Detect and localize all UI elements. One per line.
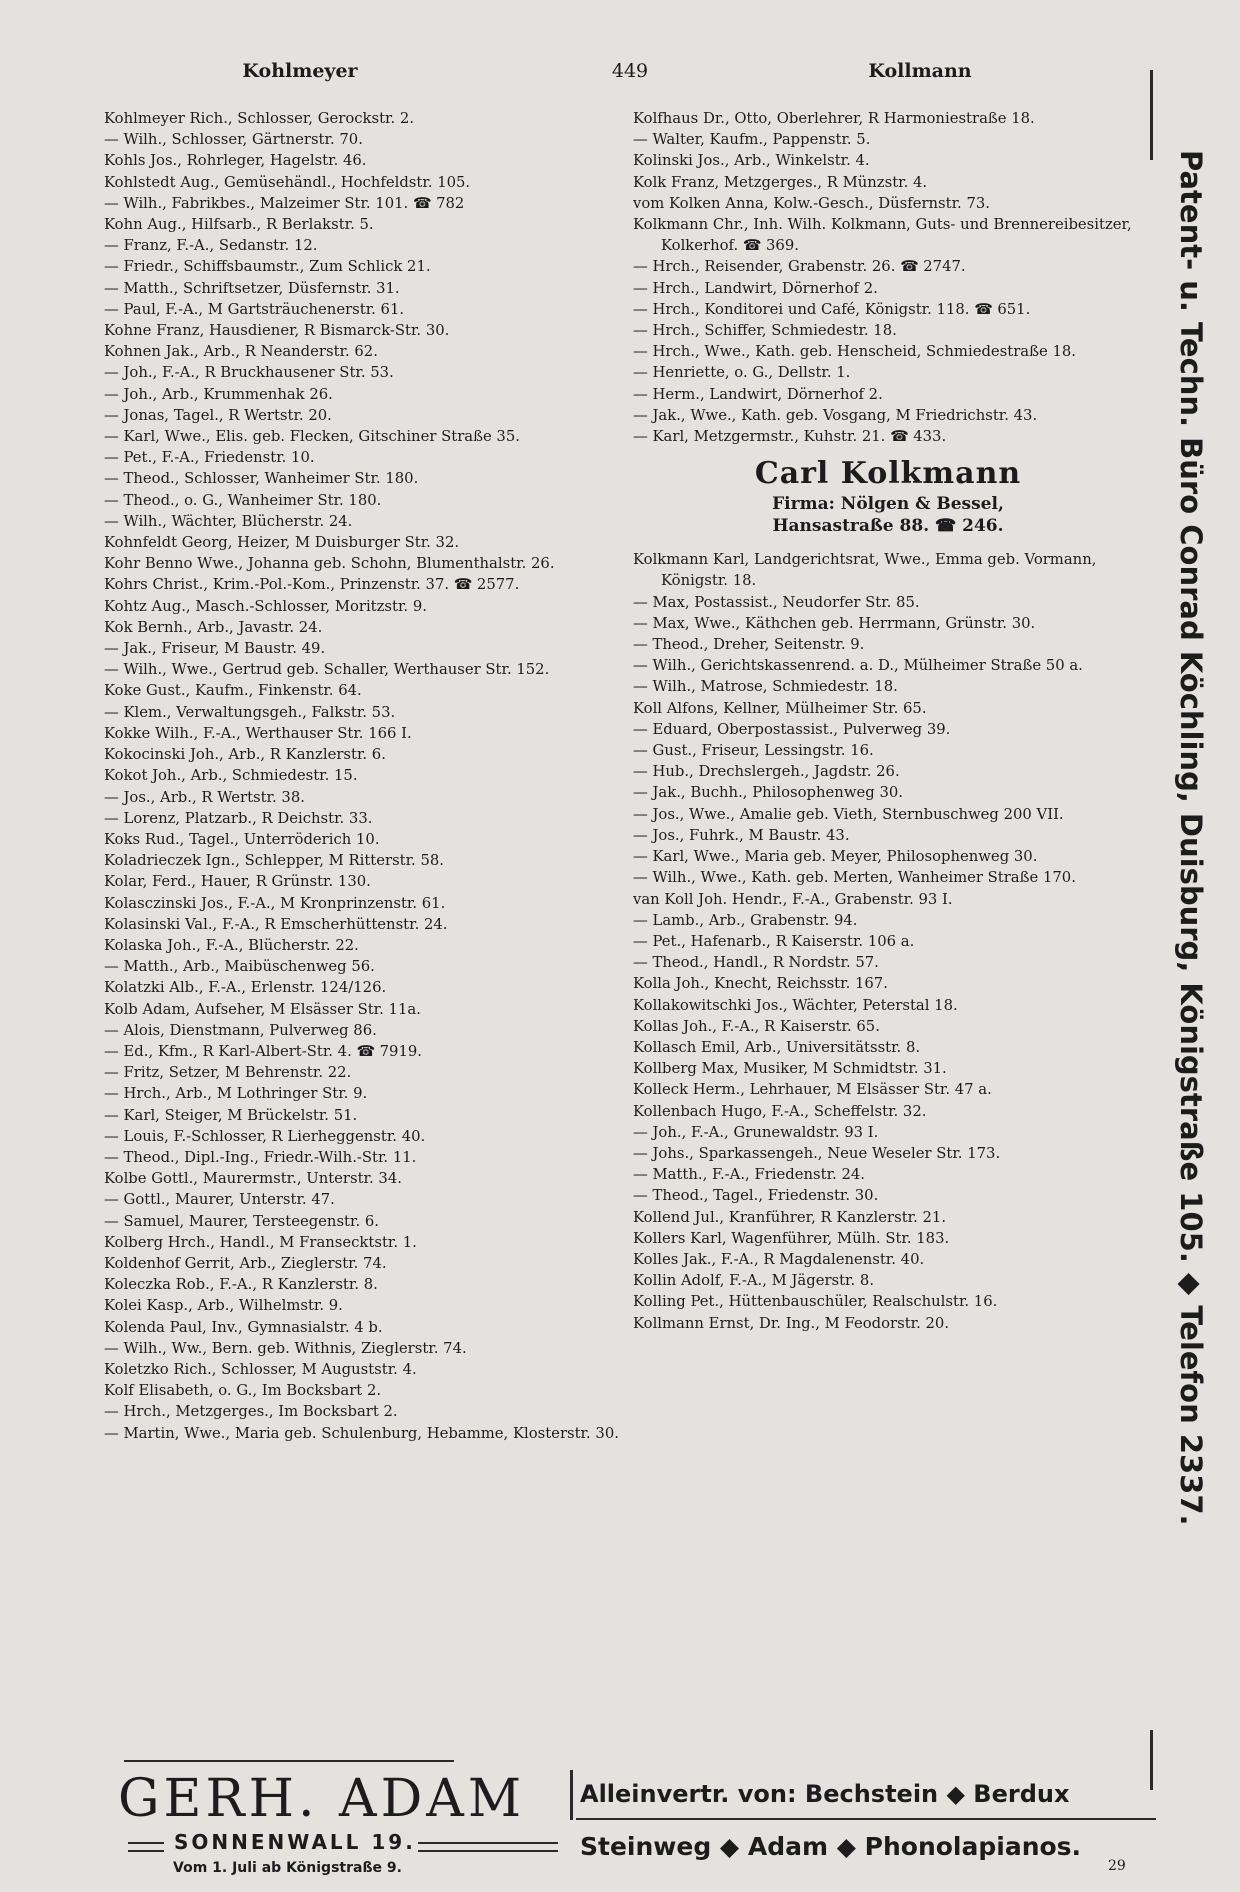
directory-entry: Kolla Joh., Knecht, Reichsstr. 167. [633, 975, 888, 993]
directory-entry: — Jonas, Tagel., R Wertstr. 20. [104, 406, 332, 424]
directory-entry: — Hub., Drechslergeh., Jagdstr. 26. [633, 763, 900, 781]
directory-entry: Kolberg Hrch., Handl., M Fransecktstr. 1. [104, 1233, 417, 1251]
advert-firm: Firma: Nölgen & Bessel, [772, 494, 1004, 515]
directory-entry: — Theod., Dreher, Seitenstr. 9. [633, 636, 865, 654]
footer-address: SONNENWALL 19. [174, 1830, 416, 1854]
footer-right-bottom: Steinweg ◆ Adam ◆ Phonolapianos. [580, 1832, 1082, 1861]
directory-entry: Kolleck Herm., Lehrhauer, M Elsässer Str. 47 a. [633, 1081, 992, 1099]
page-number: 449 [611, 60, 649, 82]
directory-entry: — Herm., Landwirt, Dörnerhof 2. [633, 385, 883, 403]
directory-entry: Kohnfeldt Georg, Heizer, M Duisburger Str. 32. [104, 534, 460, 552]
footer-rule [124, 1760, 454, 1762]
directory-entry: Koletzko Rich., Schlosser, M Auguststr. 4. [104, 1360, 417, 1378]
directory-entry: Kolinski Jos., Arb., Winkelstr. 4. [633, 152, 870, 170]
directory-entry: Kolk Franz, Metzgerges., R Münzstr. 4. [633, 173, 928, 191]
directory-entry: Koleczka Rob., F.-A., R Kanzlerstr. 8. [104, 1276, 378, 1294]
directory-entry: — Joh., F.-A., Grunewaldstr. 93 I. [633, 1123, 879, 1141]
directory-entry: — Friedr., Schiffsbaumstr., Zum Schlick 21. [104, 258, 431, 276]
directory-entry: — Jak., Friseur, M Baustr. 49. [104, 640, 326, 658]
footer-dash-right [418, 1842, 558, 1852]
directory-entry: — Pet., F.-A., Friedenstr. 10. [104, 449, 315, 467]
footer-divider [570, 1770, 573, 1820]
directory-entry: — Jos., Fuhrk., M Baustr. 43. [633, 826, 850, 844]
directory-entry: vom Kolken Anna, Kolw.-Gesch., Düsfernstr. 73. [633, 194, 990, 212]
directory-entry: — Franz, F.-A., Sedanstr. 12. [104, 237, 318, 255]
directory-entry: Kollberg Max, Musiker, M Schmidtstr. 31. [633, 1060, 947, 1078]
directory-entry: Kolkmann Karl, Landgerichtsrat, Wwe., Emma geb. Vormann, Königstr. 18. [633, 551, 1097, 590]
left-column [104, 108, 629, 1444]
sidebar-advert [1168, 150, 1208, 1780]
directory-entry: Kollas Joh., F.-A., R Kaiserstr. 65. [633, 1017, 880, 1035]
directory-entry: — Eduard, Oberpostassist., Pulverweg 39. [633, 720, 951, 738]
directory-entry: — Hrch., Konditorei und Café, Königstr. 118. ☎ 651. [633, 300, 1031, 318]
directory-entry: Kohlstedt Aug., Gemüsehändl., Hochfeldstr. 105. [104, 173, 471, 191]
advert-address: Hansastraße 88. ☎ 246. [772, 516, 1004, 537]
directory-entry: — Jos., Wwe., Amalie geb. Vieth, Sternbuschweg 200 VII. [633, 805, 1064, 823]
directory-entry: — Wilh., Fabrikbes., Malzeimer Str. 101. ☎ 782 [104, 194, 465, 212]
directory-entry: Kollend Jul., Kranführer, R Kanzlerstr. 21. [633, 1208, 947, 1226]
directory-entry: — Joh., F.-A., R Bruckhausener Str. 53. [104, 364, 394, 382]
directory-entry: — Henriette, o. G., Dellstr. 1. [633, 364, 851, 382]
footer-brand: GERH. ADAM [118, 1769, 526, 1829]
directory-entry: Kohls Jos., Rohrleger, Hagelstr. 46. [104, 152, 367, 170]
directory-entry: — Matth., F.-A., Friedenstr. 24. [633, 1166, 865, 1184]
directory-entry: Kolaska Joh., F.-A., Blücherstr. 22. [104, 936, 359, 954]
directory-entry: — Paul, F.-A., M Gartsträuchenerstr. 61. [104, 300, 405, 318]
directory-entry: Kohnen Jak., Arb., R Neanderstr. 62. [104, 343, 378, 361]
directory-entry: Kollenbach Hugo, F.-A., Scheffelstr. 32. [633, 1102, 927, 1120]
directory-entry: Kolles Jak., F.-A., R Magdalenenstr. 40. [633, 1250, 925, 1268]
footer-right-top: Alleinvertr. von: Bechstein ◆ Berdux [580, 1780, 1070, 1808]
directory-entry: — Samuel, Maurer, Tersteegenstr. 6. [104, 1212, 379, 1230]
directory-entry: — Louis, F.-Schlosser, R Lierheggenstr. 40. [104, 1127, 426, 1145]
right-column [633, 108, 1143, 1334]
directory-entry: — Wilh., Schlosser, Gärtnerstr. 70. [104, 131, 363, 149]
directory-entry: Kolatzki Alb., F.-A., Erlenstr. 124/126. [104, 979, 387, 997]
footer-dash-left [128, 1842, 164, 1852]
directory-entry: Kohtz Aug., Masch.-Schlosser, Moritzstr. 9. [104, 597, 427, 615]
directory-entry: — Theod., o. G., Wanheimer Str. 180. [104, 491, 382, 509]
directory-entry: Koldenhof Gerrit, Arb., Zieglerstr. 74. [104, 1254, 387, 1272]
directory-entry: Kohn Aug., Hilfsarb., R Berlakstr. 5. [104, 216, 374, 234]
directory-entry: — Hrch., Reisender, Grabenstr. 26. ☎ 2747. [633, 258, 966, 276]
directory-entry: Kokke Wilh., F.-A., Werthauser Str. 166 I. [104, 724, 412, 742]
directory-entry: Kokocinski Joh., Arb., R Kanzlerstr. 6. [104, 746, 386, 764]
directory-entry: Kolar, Ferd., Hauer, R Grünstr. 130. [104, 873, 371, 891]
directory-entry: — Jak., Wwe., Kath. geb. Vosgang, M Friedrichstr. 43. [633, 406, 1038, 424]
sidebar-advert-text: Patent- u. Techn. Büro Conrad Köchling, Duisburg, Königstraße 105. ◆ Telefon 2337. [1174, 150, 1208, 1526]
directory-entry: Koks Rud., Tagel., Unterröderich 10. [104, 830, 380, 848]
directory-entry: Kolf Elisabeth, o. G., Im Bocksbart 2. [104, 1382, 382, 1400]
directory-entry: — Alois, Dienstmann, Pulverweg 86. [104, 1021, 377, 1039]
directory-entry: — Hrch., Wwe., Kath. geb. Henscheid, Schmiedestraße 18. [633, 343, 1076, 361]
sheet-number: 29 [1108, 1858, 1126, 1874]
directory-entry: — Lorenz, Platzarb., R Deichstr. 33. [104, 809, 373, 827]
footer-note: Vom 1. Juli ab Königstraße 9. [173, 1860, 402, 1876]
directory-entry: — Jak., Buchh., Philosophenweg 30. [633, 784, 903, 802]
header-left: Kohlmeyer [242, 60, 358, 82]
side-rule-top [1150, 70, 1153, 160]
directory-entry: — Martin, Wwe., Maria geb. Schulenburg, Hebamme, Klosterstr. 30. [104, 1424, 619, 1442]
directory-entry: Kolasinski Val., F.-A., R Emscherhüttenstr. 24. [104, 915, 448, 933]
directory-entry: — Hrch., Schiffer, Schmiedestr. 18. [633, 322, 897, 340]
directory-entry: — Hrch., Landwirt, Dörnerhof 2. [633, 279, 878, 297]
directory-entry: — Theod., Tagel., Friedenstr. 30. [633, 1187, 879, 1205]
directory-entry: Kollin Adolf, F.-A., M Jägerstr. 8. [633, 1272, 875, 1290]
directory-entry: Koll Alfons, Kellner, Mülheimer Str. 65. [633, 699, 927, 717]
directory-entry: — Klem., Verwaltungsgeh., Falkstr. 53. [104, 703, 396, 721]
directory-entry: — Wilh., Wwe., Kath. geb. Merten, Wanheimer Straße 170. [633, 869, 1076, 887]
kolkmann-advert [633, 455, 1143, 537]
directory-entry: Kohne Franz, Hausdiener, R Bismarck-Str. 30. [104, 322, 450, 340]
directory-entry: — Wilh., Ww., Bern. geb. Withnis, Zieglerstr. 74. [104, 1339, 467, 1357]
header-right: Kollmann [868, 60, 972, 82]
directory-entry: Kollers Karl, Wagenführer, Mülh. Str. 183. [633, 1229, 950, 1247]
directory-entry: — Theod., Schlosser, Wanheimer Str. 180. [104, 470, 419, 488]
directory-entry: — Wilh., Matrose, Schmiedestr. 18. [633, 678, 898, 696]
directory-entry: — Fritz, Setzer, M Behrenstr. 22. [104, 1064, 352, 1082]
directory-entry: — Joh., Arb., Krummenhak 26. [104, 385, 333, 403]
directory-entry: — Karl, Steiger, M Brückelstr. 51. [104, 1106, 358, 1124]
directory-entry: Kolkmann Chr., Inh. Wilh. Kolkmann, Guts- und Brennereibesitzer, Kolkerhof. ☎ 369. [633, 216, 1132, 255]
directory-entry: — Karl, Metzgermstr., Kuhstr. 21. ☎ 433. [633, 428, 947, 446]
directory-entry: — Walter, Kaufm., Pappenstr. 5. [633, 131, 871, 149]
directory-entry: Kolbe Gottl., Maurermstr., Unterstr. 34. [104, 1170, 402, 1188]
directory-entry: — Ed., Kfm., R Karl-Albert-Str. 4. ☎ 7919. [104, 1042, 423, 1060]
directory-entry: Kolasczinski Jos., F.-A., M Kronprinzenstr. 61. [104, 894, 446, 912]
directory-entry: Kolfhaus Dr., Otto, Oberlehrer, R Harmoniestraße 18. [633, 110, 1035, 127]
directory-entry: — Max, Wwe., Käthchen geb. Herrmann, Grünstr. 30. [633, 614, 1036, 632]
directory-entry: — Hrch., Metzgerges., Im Bocksbart 2. [104, 1403, 398, 1421]
directory-entry: — Karl, Wwe., Maria geb. Meyer, Philosophenweg 30. [633, 848, 1038, 866]
directory-entry: — Pet., Hafenarb., R Kaiserstr. 106 a. [633, 932, 915, 950]
directory-entry: Kohr Benno Wwe., Johanna geb. Schohn, Blumenthalstr. 26. [104, 555, 555, 573]
directory-entry: Kollmann Ernst, Dr. Ing., M Feodorstr. 20. [633, 1314, 950, 1332]
directory-entry: Kok Bernh., Arb., Javastr. 24. [104, 618, 323, 636]
directory-entry: Kohrs Christ., Krim.-Pol.-Kom., Prinzenstr. 37. ☎ 2577. [104, 576, 520, 594]
directory-entry: Kolenda Paul, Inv., Gymnasialstr. 4 b. [104, 1318, 383, 1336]
directory-entry: — Gust., Friseur, Lessingstr. 16. [633, 742, 874, 760]
advert-name: Carl Kolkmann [754, 456, 1022, 492]
directory-entry: Kolb Adam, Aufseher, M Elsässer Str. 11a. [104, 1000, 421, 1018]
directory-entry: — Wilh., Wwe., Gertrud geb. Schaller, Werthauser Str. 152. [104, 661, 550, 679]
directory-entry: — Lamb., Arb., Grabenstr. 94. [633, 911, 858, 929]
directory-entry: Koladrieczek Ign., Schlepper, M Ritterstr. 58. [104, 852, 444, 870]
directory-entry: — Wilh., Gerichtskassenrend. a. D., Mülheimer Straße 50 a. [633, 657, 1083, 675]
directory-entry: — Theod., Dipl.-Ing., Friedr.-Wilh.-Str. 11. [104, 1148, 417, 1166]
footer-advert [118, 1770, 1158, 1880]
directory-entry: — Matth., Schriftsetzer, Düsfernstr. 31. [104, 279, 400, 297]
directory-entry: — Matth., Arb., Maibüschenweg 56. [104, 958, 375, 976]
page-header [100, 60, 1150, 90]
directory-entry: Kolling Pet., Hüttenbauschüler, Realschulstr. 16. [633, 1293, 998, 1311]
directory-entry: — Karl, Wwe., Elis. geb. Flecken, Gitschiner Straße 35. [104, 428, 520, 446]
directory-entry: Kohlmeyer Rich., Schlosser, Gerockstr. 2. [104, 110, 415, 127]
directory-entry: Kokot Joh., Arb., Schmiedestr. 15. [104, 767, 358, 785]
directory-entry: — Gottl., Maurer, Unterstr. 47. [104, 1191, 335, 1209]
directory-entry: — Jos., Arb., R Wertstr. 38. [104, 788, 305, 806]
directory-entry: — Johs., Sparkassengeh., Neue Weseler Str. 173. [633, 1144, 1001, 1162]
footer-hline [576, 1818, 1156, 1820]
directory-entry: Kollakowitschki Jos., Wächter, Peterstal 18. [633, 996, 958, 1014]
directory-entry: — Hrch., Arb., M Lothringer Str. 9. [104, 1085, 368, 1103]
directory-entry: Kollasch Emil, Arb., Universitätsstr. 8. [633, 1038, 921, 1056]
directory-entry: van Koll Joh. Hendr., F.-A., Grabenstr. 93 I. [633, 890, 953, 908]
directory-entry: — Max, Postassist., Neudorfer Str. 85. [633, 593, 920, 611]
directory-entry: Koke Gust., Kaufm., Finkenstr. 64. [104, 682, 362, 700]
directory-entry: — Wilh., Wächter, Blücherstr. 24. [104, 512, 353, 530]
directory-entry: — Theod., Handl., R Nordstr. 57. [633, 954, 879, 972]
directory-entry: Kolei Kasp., Arb., Wilhelmstr. 9. [104, 1297, 343, 1315]
